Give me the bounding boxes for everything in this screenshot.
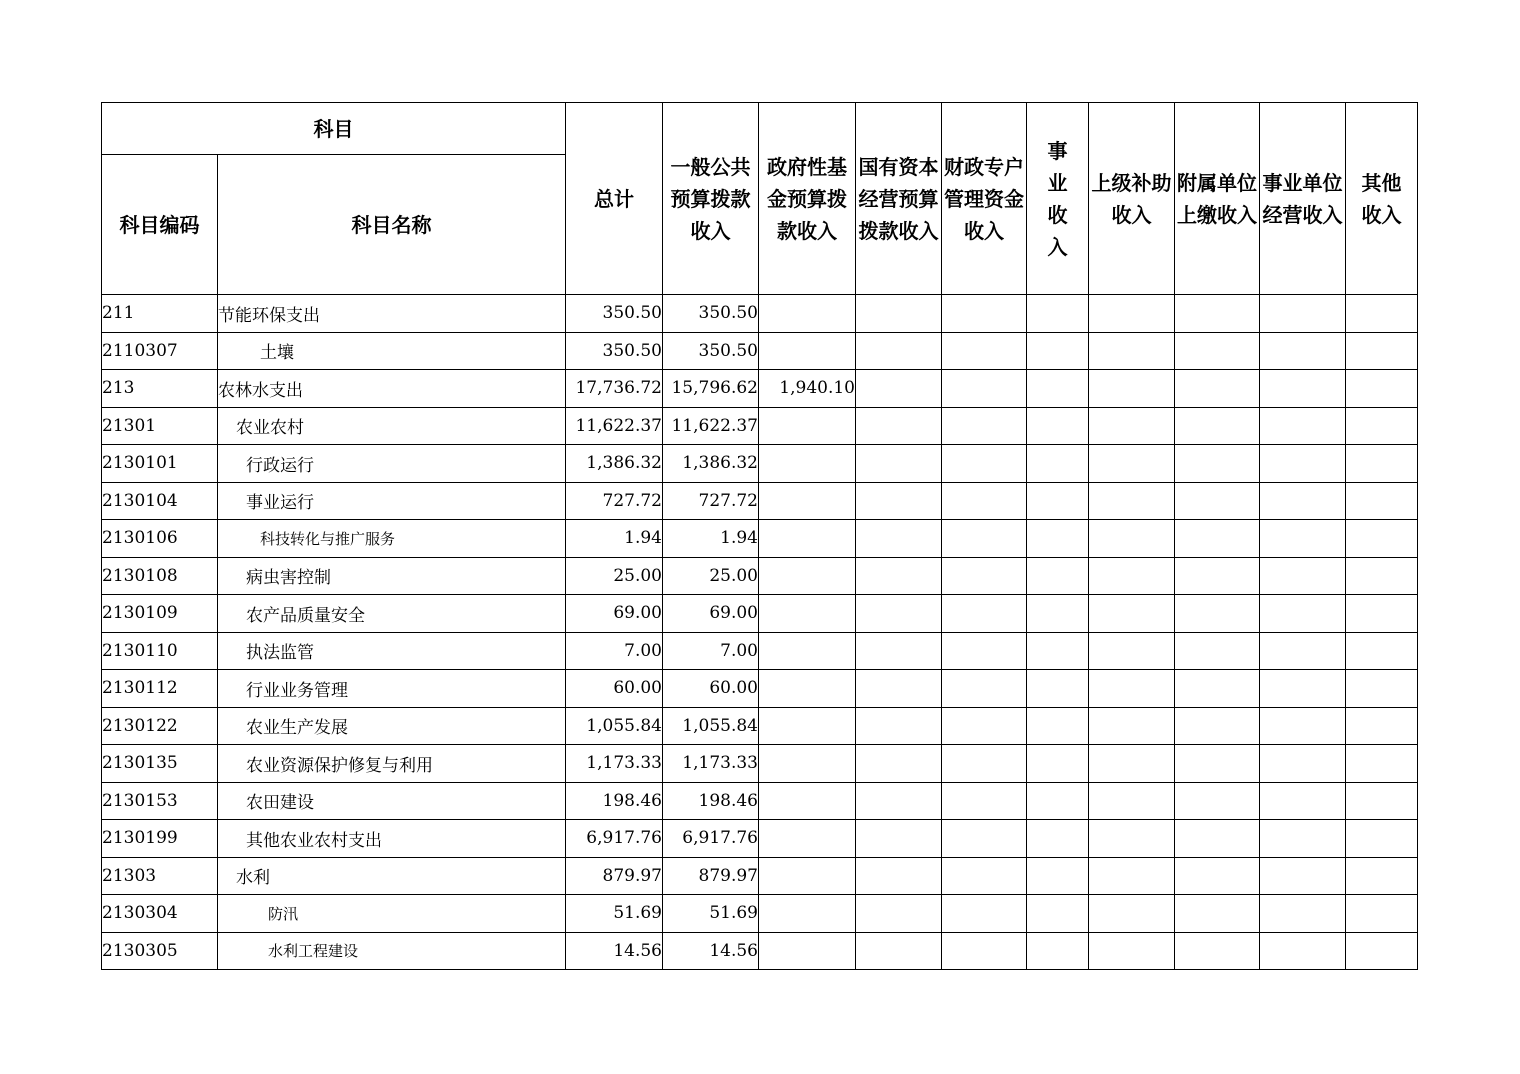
business-income-header: 事业收入 [1027,103,1089,295]
subject-name-cell: 农林水支出 [218,370,566,408]
empty-cell [1027,782,1089,820]
subject-name-cell: 其他农业农村支出 [218,820,566,858]
table-row [102,595,1418,633]
empty-cell [1027,445,1089,483]
empty-cell [1346,295,1418,333]
empty-cell [1175,445,1260,483]
empty-cell [1260,557,1346,595]
empty-cell [942,407,1027,445]
gov-fund-cell [759,895,856,933]
empty-cell [1346,595,1418,633]
empty-cell [942,520,1027,558]
gov-fund-cell [759,482,856,520]
empty-cell [1089,932,1175,970]
empty-cell [942,632,1027,670]
empty-cell [1027,857,1089,895]
table-row [102,782,1418,820]
general-budget-cell: 727.72 [663,482,759,520]
empty-cell [1027,332,1089,370]
business-operation-header: 事业单位经营收入 [1260,103,1346,295]
empty-cell [1027,520,1089,558]
subject-code-cell: 211 [102,295,218,333]
general-budget-cell: 15,796.62 [663,370,759,408]
total-cell: 51.69 [566,895,663,933]
empty-cell [856,782,942,820]
total-cell: 198.46 [566,782,663,820]
empty-cell [1346,332,1418,370]
empty-cell [1175,482,1260,520]
general-budget-cell: 1.94 [663,520,759,558]
table-row [102,557,1418,595]
subject-name-cell: 土壤 [218,332,566,370]
empty-cell [1027,895,1089,933]
empty-cell [942,295,1027,333]
gov-fund-cell [759,295,856,333]
empty-cell [856,932,942,970]
empty-cell [1175,595,1260,633]
gov-fund-cell [759,932,856,970]
subject-code-cell: 2130135 [102,745,218,783]
empty-cell [1346,895,1418,933]
table-row [102,857,1418,895]
empty-cell [1027,295,1089,333]
subject-code-cell: 2130109 [102,595,218,633]
subject-code-cell: 2130110 [102,632,218,670]
table-row [102,820,1418,858]
empty-cell [1260,595,1346,633]
empty-cell [1260,820,1346,858]
gov-fund-cell [759,332,856,370]
general-budget-cell: 60.00 [663,670,759,708]
total-cell: 1,173.33 [566,745,663,783]
subject-code-cell: 2130304 [102,895,218,933]
empty-cell [1260,670,1346,708]
general-budget-cell: 7.00 [663,632,759,670]
empty-cell [1089,332,1175,370]
empty-cell [1027,557,1089,595]
empty-cell [856,857,942,895]
empty-cell [1260,782,1346,820]
table-row [102,332,1418,370]
empty-cell [1346,932,1418,970]
gov-fund-cell [759,857,856,895]
gov-fund-cell [759,445,856,483]
empty-cell [1175,557,1260,595]
empty-cell [1346,557,1418,595]
empty-cell [1089,370,1175,408]
empty-cell [856,895,942,933]
subject-name-cell: 病虫害控制 [218,557,566,595]
gov-fund-cell [759,407,856,445]
empty-cell [1260,632,1346,670]
empty-cell [1175,745,1260,783]
total-cell: 350.50 [566,332,663,370]
empty-cell [1260,445,1346,483]
empty-cell [1027,407,1089,445]
subject-group-header: 科目 [102,103,566,155]
subject-name-cell: 农业生产发展 [218,707,566,745]
empty-cell [1089,445,1175,483]
empty-cell [1175,932,1260,970]
empty-cell [1260,370,1346,408]
empty-cell [1089,895,1175,933]
empty-cell [1175,670,1260,708]
subject-name-cell: 科技转化与推广服务 [218,520,566,558]
state-capital-header: 国有资本经营预算拨款收入 [856,103,942,295]
empty-cell [1175,782,1260,820]
empty-cell [1346,407,1418,445]
empty-cell [1175,820,1260,858]
subject-name-header: 科目名称 [218,155,566,295]
empty-cell [1346,670,1418,708]
empty-cell [1089,407,1175,445]
empty-cell [856,445,942,483]
empty-cell [1089,820,1175,858]
total-cell: 60.00 [566,670,663,708]
gov-fund-cell [759,595,856,633]
subject-code-cell: 2130305 [102,932,218,970]
total-cell: 14.56 [566,932,663,970]
empty-cell [942,332,1027,370]
table-row [102,445,1418,483]
empty-cell [1089,632,1175,670]
empty-cell [856,482,942,520]
general-budget-cell: 879.97 [663,857,759,895]
subject-name-cell: 执法监管 [218,632,566,670]
subject-name-cell: 农产品质量安全 [218,595,566,633]
gov-fund-cell [759,670,856,708]
empty-cell [1260,857,1346,895]
subject-name-cell: 农田建设 [218,782,566,820]
subject-name-cell: 农业资源保护修复与利用 [218,745,566,783]
gov-fund-cell [759,520,856,558]
subject-name-cell: 防汛 [218,895,566,933]
table-row [102,895,1418,933]
empty-cell [1346,782,1418,820]
empty-cell [942,670,1027,708]
general-budget-cell: 25.00 [663,557,759,595]
gov-fund-cell [759,820,856,858]
empty-cell [1346,520,1418,558]
empty-cell [856,745,942,783]
empty-cell [1346,857,1418,895]
empty-cell [856,670,942,708]
subsidiary-payment-header: 附属单位上缴收入 [1175,103,1260,295]
total-cell: 727.72 [566,482,663,520]
empty-cell [942,557,1027,595]
empty-cell [856,407,942,445]
subject-code-cell: 2130101 [102,445,218,483]
general-budget-cell: 11,622.37 [663,407,759,445]
table-row [102,295,1418,333]
general-budget-cell: 51.69 [663,895,759,933]
empty-cell [1175,632,1260,670]
subject-code-cell: 213 [102,370,218,408]
empty-cell [856,332,942,370]
empty-cell [1260,482,1346,520]
total-cell: 69.00 [566,595,663,633]
total-cell: 25.00 [566,557,663,595]
subject-code-header: 科目编码 [102,155,218,295]
empty-cell [1089,670,1175,708]
subject-code-cell: 21303 [102,857,218,895]
total-header: 总计 [566,103,663,295]
table-row [102,632,1418,670]
total-cell: 1.94 [566,520,663,558]
empty-cell [942,445,1027,483]
general-budget-cell: 6,917.76 [663,820,759,858]
empty-cell [1175,707,1260,745]
empty-cell [1027,820,1089,858]
subject-name-cell: 事业运行 [218,482,566,520]
other-income-header: 其他收入 [1346,103,1418,295]
total-cell: 1,386.32 [566,445,663,483]
general-budget-cell: 69.00 [663,595,759,633]
empty-cell [942,895,1027,933]
empty-cell [1346,632,1418,670]
general-budget-cell: 1,055.84 [663,707,759,745]
empty-cell [1027,932,1089,970]
empty-cell [1089,557,1175,595]
gov-fund-cell [759,557,856,595]
total-cell: 350.50 [566,295,663,333]
gov-fund-cell [759,782,856,820]
subject-code-cell: 21301 [102,407,218,445]
total-cell: 7.00 [566,632,663,670]
table-row [102,932,1418,970]
general-budget-cell: 1,173.33 [663,745,759,783]
empty-cell [1260,895,1346,933]
general-budget-header: 一般公共预算拨款收入 [663,103,759,295]
empty-cell [1089,295,1175,333]
superior-subsidy-header: 上级补助收入 [1089,103,1175,295]
empty-cell [942,707,1027,745]
empty-cell [1346,445,1418,483]
empty-cell [1027,632,1089,670]
subject-name-cell: 农业农村 [218,407,566,445]
general-budget-cell: 1,386.32 [663,445,759,483]
empty-cell [856,370,942,408]
subject-code-cell: 2130112 [102,670,218,708]
empty-cell [856,520,942,558]
empty-cell [856,632,942,670]
empty-cell [1089,520,1175,558]
empty-cell [1175,520,1260,558]
empty-cell [1260,932,1346,970]
table-row [102,370,1418,408]
empty-cell [1175,407,1260,445]
subject-code-cell: 2110307 [102,332,218,370]
gov-fund-cell [759,745,856,783]
fiscal-special-header: 财政专户管理资金收入 [942,103,1027,295]
subject-code-cell: 2130122 [102,707,218,745]
empty-cell [1089,782,1175,820]
empty-cell [856,595,942,633]
empty-cell [1175,895,1260,933]
subject-name-cell: 水利 [218,857,566,895]
table-row [102,707,1418,745]
empty-cell [1175,857,1260,895]
subject-name-cell: 行业业务管理 [218,670,566,708]
empty-cell [1027,707,1089,745]
empty-cell [942,482,1027,520]
gov-fund-cell: 1,940.10 [759,370,856,408]
gov-fund-cell [759,707,856,745]
subject-name-cell: 节能环保支出 [218,295,566,333]
empty-cell [856,820,942,858]
subject-code-cell: 2130153 [102,782,218,820]
empty-cell [1089,595,1175,633]
empty-cell [1089,745,1175,783]
empty-cell [1346,745,1418,783]
empty-cell [1089,707,1175,745]
empty-cell [1260,745,1346,783]
empty-cell [1346,820,1418,858]
general-budget-cell: 14.56 [663,932,759,970]
empty-cell [1089,857,1175,895]
empty-cell [942,782,1027,820]
empty-cell [1027,745,1089,783]
empty-cell [856,295,942,333]
empty-cell [942,745,1027,783]
general-budget-cell: 350.50 [663,295,759,333]
empty-cell [1175,295,1260,333]
empty-cell [1260,295,1346,333]
table-row [102,407,1418,445]
table-row [102,520,1418,558]
empty-cell [1027,595,1089,633]
empty-cell [942,370,1027,408]
subject-code-cell: 2130104 [102,482,218,520]
empty-cell [1346,482,1418,520]
empty-cell [1260,332,1346,370]
total-cell: 1,055.84 [566,707,663,745]
total-cell: 879.97 [566,857,663,895]
empty-cell [1346,370,1418,408]
empty-cell [1260,407,1346,445]
subject-code-cell: 2130199 [102,820,218,858]
total-cell: 11,622.37 [566,407,663,445]
gov-fund-header: 政府性基金预算拨款收入 [759,103,856,295]
empty-cell [1027,482,1089,520]
subject-name-cell: 水利工程建设 [218,932,566,970]
empty-cell [942,595,1027,633]
empty-cell [1027,370,1089,408]
budget-revenue-table [101,102,1418,970]
total-cell: 6,917.76 [566,820,663,858]
empty-cell [942,857,1027,895]
table-row [102,745,1418,783]
empty-cell [942,932,1027,970]
table-row [102,670,1418,708]
empty-cell [1089,482,1175,520]
empty-cell [856,557,942,595]
empty-cell [942,820,1027,858]
subject-code-cell: 2130108 [102,557,218,595]
table-row [102,482,1418,520]
empty-cell [1260,520,1346,558]
empty-cell [1260,707,1346,745]
empty-cell [1175,332,1260,370]
subject-code-cell: 2130106 [102,520,218,558]
empty-cell [1027,670,1089,708]
empty-cell [1175,370,1260,408]
gov-fund-cell [759,632,856,670]
general-budget-cell: 350.50 [663,332,759,370]
empty-cell [856,707,942,745]
total-cell: 17,736.72 [566,370,663,408]
general-budget-cell: 198.46 [663,782,759,820]
empty-cell [1346,707,1418,745]
subject-name-cell: 行政运行 [218,445,566,483]
